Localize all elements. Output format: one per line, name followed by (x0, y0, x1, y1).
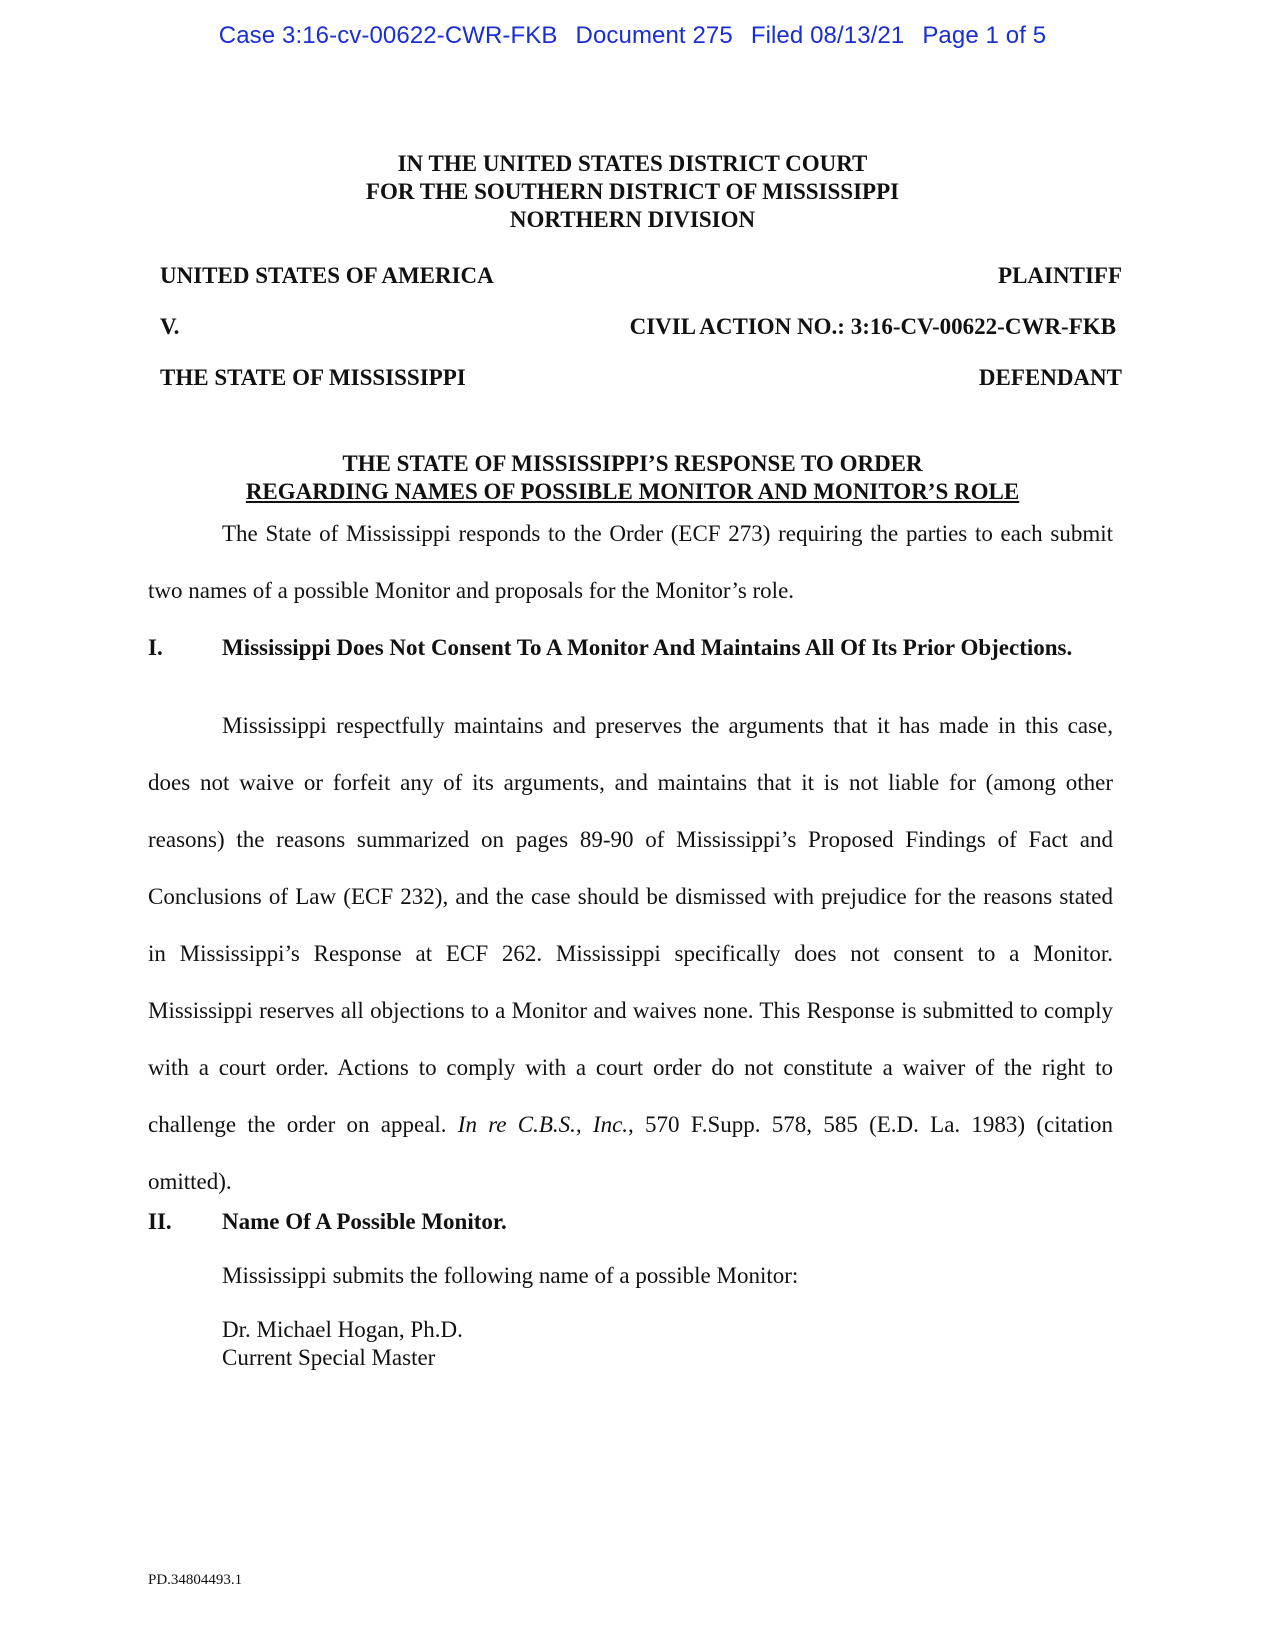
section-1-number: I. (148, 635, 163, 660)
plaintiff-party: UNITED STATES OF AMERICA (160, 263, 494, 288)
monitor-name: Dr. Michael Hogan, Ph.D. (222, 1317, 463, 1342)
intro-paragraph: The State of Mississippi responds to the Order (ECF 273) requiring the parties to each submit two names of a possible Monitor and proposals for the Monitor’s role. (148, 521, 1113, 603)
defendant-party: THE STATE OF MISSISSIPPI (160, 365, 466, 390)
civil-action-number: CIVIL ACTION NO.: 3:16-CV-00622-CWR-FKB (629, 314, 1116, 339)
section-1-body-end: , 570 F.Supp. 578, 585 (E.D. La. 1983) (citation omitted). (148, 1112, 1113, 1194)
page-count: Page 1 of 5 (922, 22, 1047, 49)
versus-label: V. (160, 314, 180, 339)
section-1-title: Mississippi Does Not Consent To A Monitor And Maintains All Of Its Prior Objections. (222, 635, 1073, 660)
monitor-role: Current Special Master (222, 1345, 436, 1370)
section-1-body-text: Mississippi respectfully maintains and preserves the arguments that it has made in this case, does not waive or forfeit any of its arguments, and maintains that it is not liable for (among other reasons) the reasons summarized on pages 89-90 of Mississippi’s Proposed Findings of Fact and Conclusions of Law (ECF 232), and the case should be dismissed with prejudice for the reasons stated in Mississippi’s Response at ECF 262. Mississippi specifically does not consent to a Monitor. Mississippi reserves all objections to a Monitor and waives none. This Response is submitted to comply with a court order. Actions to comply with a court order do not constitute a waiver of the right to challenge the order on appeal. (148, 713, 1113, 1137)
court-heading (0, 150, 1265, 234)
ecf-header-stamp (0, 22, 1265, 50)
filed-date: Filed 08/13/21 (750, 22, 905, 49)
document-number: Document 275 (575, 22, 733, 49)
caption-defendant-row (160, 365, 1122, 395)
court-line-2: FOR THE SOUTHERN DISTRICT OF MISSISSIPPI (365, 179, 900, 204)
plaintiff-label: PLAINTIFF (998, 263, 1122, 288)
defendant-label: DEFENDANT (978, 365, 1122, 390)
section-1-heading (148, 634, 1113, 662)
section-1-body (148, 697, 1113, 1210)
case-number: Case 3:16-cv-00622-CWR-FKB (218, 22, 558, 49)
caption-plaintiff-row (160, 263, 1122, 293)
monitor-candidate (222, 1316, 463, 1372)
title-line-1: THE STATE OF MISSISSIPPI’S RESPONSE TO ORDER (342, 451, 923, 476)
footer-document-id: PD.34804493.1 (148, 1572, 243, 1588)
case-citation: In re C.B.S., Inc. (457, 1112, 629, 1137)
court-line-1: IN THE UNITED STATES DISTRICT COURT (397, 151, 868, 176)
section-2-heading (148, 1208, 1113, 1236)
section-2-intro: Mississippi submits the following name of a possible Monitor: (222, 1263, 799, 1288)
section-2-number: II. (148, 1209, 172, 1234)
section-2-title: Name Of A Possible Monitor. (222, 1209, 507, 1234)
title-line-2: REGARDING NAMES OF POSSIBLE MONITOR AND MONITOR’S ROLE (245, 479, 1020, 504)
court-line-3: NORTHERN DIVISION (509, 207, 756, 232)
caption-versus-row (160, 314, 1122, 344)
document-title (0, 450, 1265, 506)
